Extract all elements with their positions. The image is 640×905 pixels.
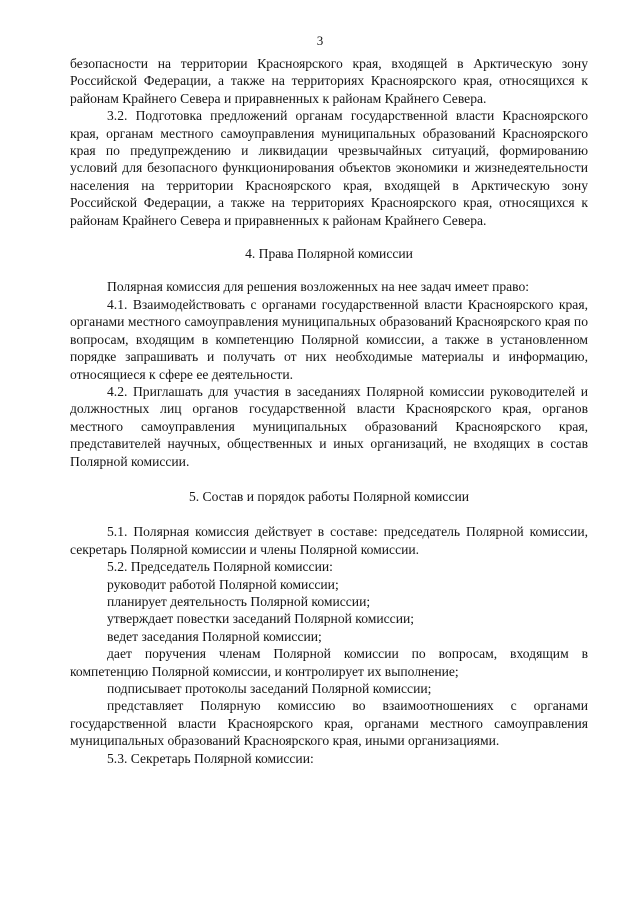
chair-duty-item: руководит работой Полярной комиссии; bbox=[107, 576, 339, 592]
page-number: 3 bbox=[316, 33, 324, 48]
chair-duty-item: планирует деятельность Полярной комиссии; bbox=[107, 593, 371, 609]
section-5-heading: 5. Состав и порядок работы Полярной комиссии bbox=[188, 488, 470, 504]
chair-duty-item: представляет Полярную комиссию во взаимоотношениях с органами государственной власти Красноярского края, органами местного самоуправления муниципальных образований Красноярского края, иными организациями. bbox=[70, 698, 588, 749]
paragraph-5-2: 5.2. Председатель Полярной комиссии: bbox=[107, 559, 333, 575]
chair-duty-item: утверждает повестки заседаний Полярной комиссии; bbox=[107, 611, 415, 627]
chair-duty-item: ведет заседания Полярной комиссии; bbox=[107, 628, 322, 644]
section-4-intro: Полярная комиссия для решения возложенных на нее задач имеет право: bbox=[107, 279, 530, 295]
document-body bbox=[70, 55, 588, 767]
paragraph-4-2: 4.2. Приглашать для участия в заседаниях Полярной комиссии руководителей и должностных лиц органов государственной власти Красноярского края, органов местного самоуправления муниципальных образований Красноярского края, представителей научных, общественных и иных организаций, не входящих в состав Полярной комиссии. bbox=[70, 383, 588, 469]
paragraph-5-3: 5.3. Секретарь Полярной комиссии: bbox=[107, 750, 314, 766]
section-4-heading: 4. Права Полярной комиссии bbox=[245, 246, 413, 262]
paragraph-4-1: 4.1. Взаимодействовать с органами государственной власти Красноярского края, органами местного самоуправления муниципальных образований Красноярского края по вопросам, входящим в компетенцию Полярной комиссии, а также в установленном порядке запрашивать и получать от них необходимые материалы и информацию, относящиеся к сфере ее деятельности. bbox=[70, 296, 588, 382]
paragraph-5-1: 5.1. Полярная комиссия действует в составе: председатель Полярной комиссии, секретарь Полярной комиссии и члены Полярной комиссии. bbox=[70, 524, 588, 557]
chair-duty-item: подписывает протоколы заседаний Полярной комиссии; bbox=[107, 681, 432, 696]
paragraph-3-2: 3.2. Подготовка предложений органам государственной власти Красноярского края, органам местного самоуправления муниципальных образований Красноярского края по предупреждению и ликвидации чрезвычайных ситуаций, формированию условий для безопасного функционирования объектов экономики и жизнедеятельности населения на территории Красноярского края, входящей в Арктическую зону Российской Федерации, а также на территориях Красноярского края, относящихся к районам Крайнего Севера и приравненных к районам Крайнего Севера. bbox=[70, 108, 588, 228]
chair-duty-item: дает поручения членам Полярной комиссии по вопросам, входящим в компетенцию Полярной комиссии, и контролирует их выполнение; bbox=[70, 646, 588, 679]
continuation-paragraph: безопасности на территории Красноярского края, входящей в Арктическую зону Российской Федерации, а также на территориях Красноярского края, относящихся к районам Крайнего Севера и приравненных к районам Крайнего Севера. bbox=[70, 56, 588, 106]
